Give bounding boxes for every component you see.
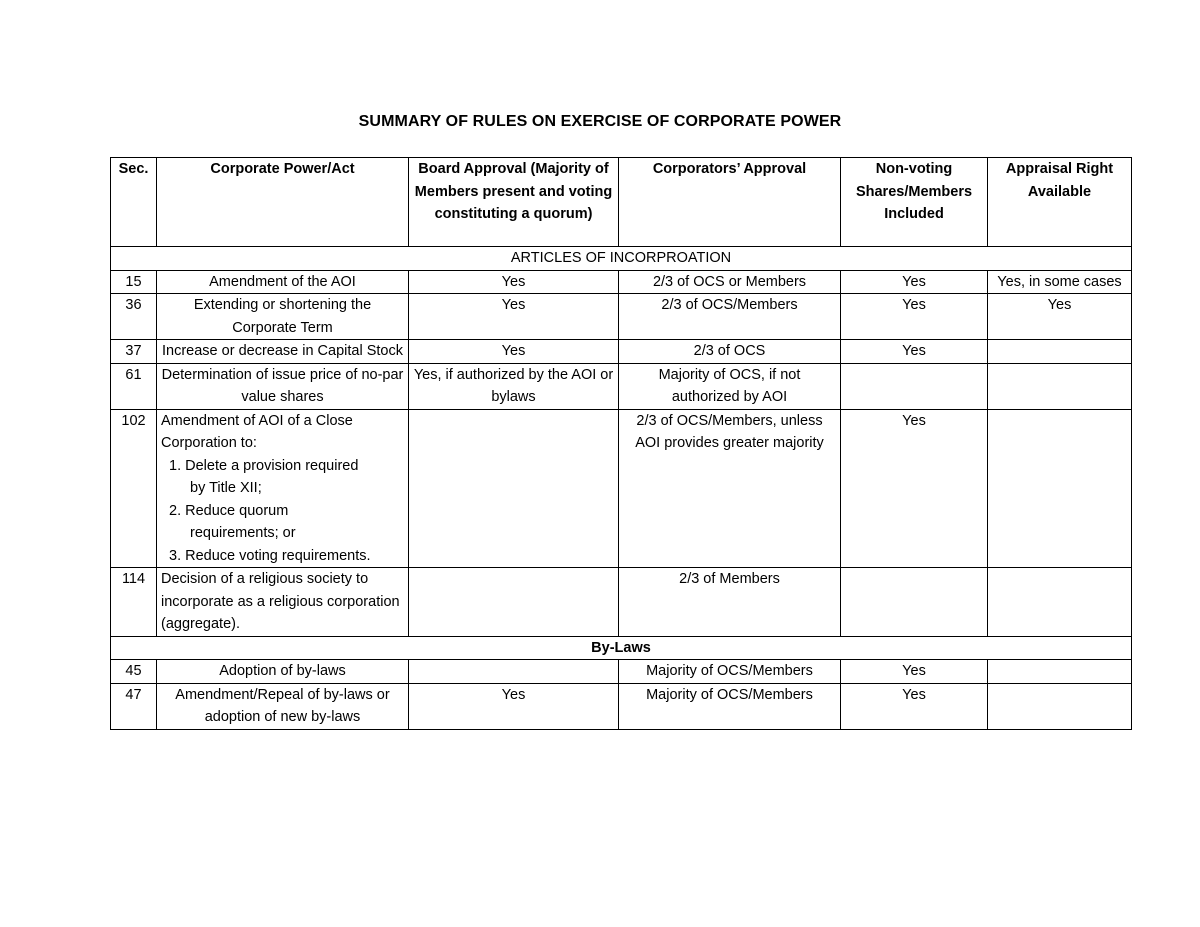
list-item-continuation: requirements; or [190,525,296,541]
header-board-approval: Board Approval (Majority of Members present and voting constituting a quorum) [409,158,619,247]
table-row [111,340,1132,364]
cell-sec: 61 [111,363,157,409]
cell-nonvoting: Yes [841,294,988,340]
cell-nonvoting [841,363,988,409]
table-row [111,683,1132,729]
cell-corporators: 2/3 of Members [619,568,841,637]
cell-power: Adoption of by-laws [157,660,409,684]
list-item-text: Delete a provision required [185,457,359,474]
cell-board: Yes, if authorized by the AOI or bylaws [409,363,619,409]
cell-corporators: Majority of OCS/Members [619,683,841,729]
cell-sec: 114 [111,568,157,637]
table-row [111,568,1132,637]
cell-power: Amendment of the AOI [157,270,409,294]
cell-power: Extending or shortening the Corporate Term [157,294,409,340]
table-header-row [111,158,1132,247]
cell-appraisal [988,568,1132,637]
cell-board [409,409,619,568]
cell-board [409,660,619,684]
cell-sec: 37 [111,340,157,364]
header-corporate-power: Corporate Power/Act [157,158,409,247]
cell-appraisal [988,363,1132,409]
cell-sec: 47 [111,683,157,729]
cell-appraisal [988,340,1132,364]
cell-nonvoting: Yes [841,660,988,684]
cell-power: Decision of a religious society to incorporate as a religious corporation (aggregate). [157,568,409,637]
list-item-number: 2. [169,502,182,519]
cell-sec: 102 [111,409,157,568]
cell-corporators: 2/3 of OCS/Members, unless AOI provides greater majority [619,409,841,568]
cell-board: Yes [409,683,619,729]
section-title-bylaws: By-Laws [111,636,1132,660]
cell-sec: 45 [111,660,157,684]
list-item-text: Reduce voting requirements. [185,547,371,564]
cell-appraisal: Yes [988,294,1132,340]
list-item-number: 1. [169,457,182,474]
list-item [161,455,404,500]
list-item [161,500,404,545]
header-corporators-approval: Corporators’ Approval [619,158,841,247]
power-intro: Amendment of AOI of a Close Corporation to: [161,412,353,451]
table-row [111,660,1132,684]
cell-nonvoting: Yes [841,340,988,364]
cell-power [157,409,409,568]
cell-power: Increase or decrease in Capital Stock [157,340,409,364]
list-item-text: Reduce quorum [185,502,289,519]
header-appraisal-right: Appraisal Right Available [988,158,1132,247]
cell-appraisal [988,660,1132,684]
cell-nonvoting: Yes [841,270,988,294]
cell-sec: 15 [111,270,157,294]
header-nonvoting-included: Non-voting Shares/Members Included [841,158,988,247]
cell-corporators: Majority of OCS/Members [619,660,841,684]
cell-corporators: 2/3 of OCS [619,340,841,364]
header-sec: Sec. [111,158,157,247]
table-row [111,294,1132,340]
cell-appraisal [988,683,1132,729]
cell-board: Yes [409,340,619,364]
power-sublist [161,455,404,568]
cell-power: Amendment/Repeal of by-laws or adoption of new by-laws [157,683,409,729]
table-row [111,270,1132,294]
list-item-number: 3. [169,547,182,564]
list-item-continuation: by Title XII; [190,480,262,496]
section-row-aoi [111,247,1132,271]
cell-nonvoting: Yes [841,683,988,729]
cell-nonvoting [841,568,988,637]
table-row [111,363,1132,409]
document-title: SUMMARY OF RULES ON EXERCISE OF CORPORATE POWER [358,113,842,130]
table-row [111,409,1132,568]
cell-board [409,568,619,637]
list-item [161,545,404,568]
cell-corporators: 2/3 of OCS/Members [619,294,841,340]
section-title-aoi: ARTICLES OF INCORPROATION [111,247,1132,271]
cell-corporators: 2/3 of OCS or Members [619,270,841,294]
cell-board: Yes [409,294,619,340]
cell-corporators: Majority of OCS, if not authorized by AOI [619,363,841,409]
rules-table [110,157,1132,730]
cell-sec: 36 [111,294,157,340]
section-row-bylaws [111,636,1132,660]
cell-board: Yes [409,270,619,294]
cell-appraisal: Yes, in some cases [988,270,1132,294]
cell-power: Determination of issue price of no-par value shares [157,363,409,409]
cell-appraisal [988,409,1132,568]
cell-nonvoting: Yes [841,409,988,568]
